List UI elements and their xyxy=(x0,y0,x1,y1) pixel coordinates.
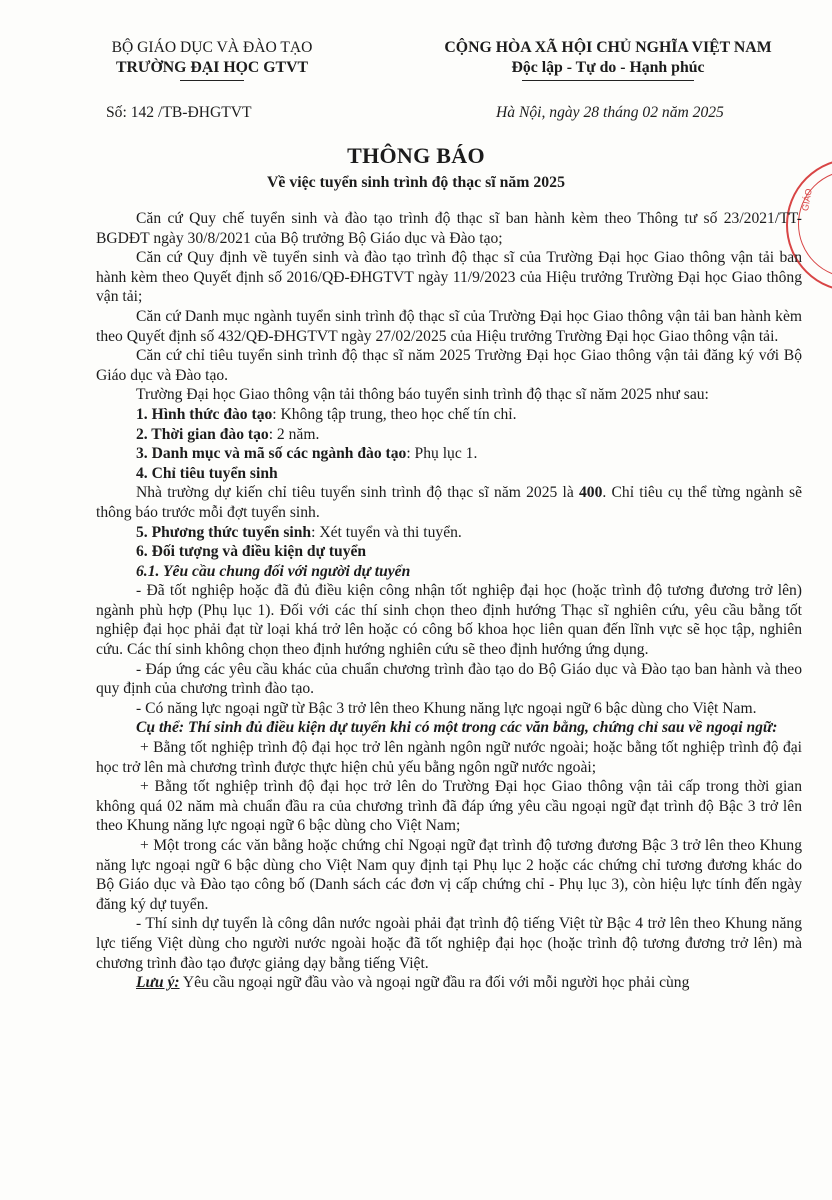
text-part: Nhà trường dự kiến chỉ tiêu tuyển sinh trình độ thạc sĩ năm 2025 là xyxy=(136,484,579,502)
certificate-item: + Một trong các văn bằng hoặc chứng chỉ Ngoại ngữ đạt trình độ tương đương Bậc 3 trở lên theo Khung năng lực ngoại ngữ 6 bậc dùng cho Việt Nam quy định tại Phụ lục 2 hoặc các chứng chỉ tương đương khác do Bộ Giáo dục và Đào tạo công bố (Danh sách các đơn vị cấp chứng chỉ - Phụ lục 3), còn hiệu lực tính đến ngày đăng ký dự tuyển. xyxy=(96,837,802,913)
section-label: 3. Danh mục và mã số các ngành đào tạo xyxy=(136,445,407,463)
document-body xyxy=(96,209,802,993)
university-name: TRƯỜNG ĐẠI HỌC GTVT xyxy=(115,59,309,76)
section-text: : 2 năm. xyxy=(268,425,320,443)
note-paragraph xyxy=(96,973,802,993)
paragraph: Căn cứ chỉ tiêu tuyển sinh trình độ thạc sĩ năm 2025 Trường Đại học Giao thông vận tải đăng ký với Bộ Giáo dục và Đào tạo. xyxy=(96,347,802,384)
certificate-item: + Bằng tốt nghiệp trình độ đại học trở lên do Trường Đại học Giao thông vận tải cấp trong thời gian không quá 02 năm mà chuẩn đầu ra của chương trình đã đáp ứng yêu cầu ngoại ngữ đạt trình độ Bậc 3 trở lên theo Khung năng lực ngoại ngữ 6 bậc dùng cho Việt Nam; xyxy=(96,778,802,835)
ministry-name: BỘ GIÁO DỤC VÀ ĐÀO TẠO xyxy=(111,39,313,56)
paragraph: Căn cứ Danh mục ngành tuyển sinh trình độ thạc sĩ của Trường Đại học Giao thông vận tải ban hành kèm theo Quyết định số 432/QĐ-ĐHGTVT ngày 27/02/2025 của Hiệu trưởng Trường Đại học Giao thông vận tải. xyxy=(96,307,802,345)
document-date: Hà Nội, ngày 28 tháng 02 năm 2025 xyxy=(496,104,724,121)
paragraph: Căn cứ Quy chế tuyển sinh và đào tạo trình độ thạc sĩ ban hành kèm theo Thông tư số 23/2021/TT-BGDĐT ngày 30/8/2021 của Bộ trưởng Bộ Giáo dục và Đào tạo; xyxy=(96,210,802,247)
section-6-heading: 6. Đối tượng và điều kiện dự tuyển xyxy=(136,543,367,561)
nation-name: CỘNG HÒA XÃ HỘI CHỦ NGHĨA VIỆT NAM xyxy=(444,39,772,56)
section-label: 5. Phương thức tuyển sinh xyxy=(136,523,312,541)
section-text: : Xét tuyển và thi tuyển. xyxy=(311,523,462,541)
section-3 xyxy=(96,444,802,464)
requirement-item: - Thí sinh dự tuyển là công dân nước ngoài phải đạt trình độ tiếng Việt từ Bậc 4 trở lên theo Khung năng lực tiếng Việt dùng cho người nước ngoài hoặc đã tốt nghiệp đại học (hoặc trình độ tương đương trở lên) mà chương trình đào tạo được giảng dạy bằng tiếng Việt. xyxy=(96,915,802,972)
section-1 xyxy=(96,405,802,425)
section-5 xyxy=(96,523,802,543)
section-4-text xyxy=(96,483,802,522)
section-text: : Không tập trung, theo học chế tín chỉ. xyxy=(272,405,517,423)
section-6-1-heading: 6.1. Yêu cầu chung đối với người dự tuyển xyxy=(136,562,411,580)
header-right xyxy=(408,38,808,81)
document-subtitle: Về việc tuyển sinh trình độ thạc sĩ năm 2025 xyxy=(267,174,565,191)
section-label: 2. Thời gian đào tạo xyxy=(136,425,269,443)
header-left-underline xyxy=(180,80,244,81)
requirement-item: - Đã tốt nghiệp hoặc đã đủ điều kiện công nhận tốt nghiệp đại học (hoặc trình độ tương đương trở lên) ngành phù hợp (Phụ lục 1). Đối với các thí sinh chọn theo định hướng Thạc sĩ nghiên cứu, yêu cầu bằng tốt nghiệp đại học phải đạt từ loại khá trở lên hoặc có công bố khoa học liên quan đến lĩnh vực sẽ học tập, nghiên cứu. Các thí sinh không chọn theo định hướng nghiên cứu sẽ theo định hướng ứng dụng. xyxy=(96,582,802,659)
paragraph: Trường Đại học Giao thông vận tải thông báo tuyển sinh trình độ thạc sĩ năm 2025 như sau: xyxy=(136,386,709,404)
section-label: 1. Hình thức đào tạo xyxy=(136,405,273,423)
section-text: : Phụ lục 1. xyxy=(406,445,478,463)
note-label: Lưu ý: xyxy=(136,974,180,992)
specific-heading: Cụ thể: Thí sinh đủ điều kiện dự tuyển khi có một trong các văn bằng, chứng chỉ sau về ngoại ngữ: xyxy=(136,719,778,737)
section-2 xyxy=(96,425,802,445)
stamp-text: GIÁO xyxy=(800,187,814,212)
section-4-heading: 4. Chỉ tiêu tuyển sinh xyxy=(136,464,278,482)
motto: Độc lập - Tự do - Hạnh phúc xyxy=(511,59,705,76)
text-part: . Chỉ tiêu cụ thể từng ngành sẽ thông báo trước mỗi đợt tuyển sinh. xyxy=(96,484,802,521)
paragraph: Căn cứ Quy định về tuyển sinh và đào tạo trình độ thạc sĩ của Trường Đại học Giao thông vận tải ban hành kèm theo Quyết định số 2016/QĐ-ĐHGTVT ngày 11/9/2023 của Hiệu trưởng Trường Đại học Giao thông vận tải; xyxy=(96,249,802,306)
requirement-item: - Đáp ứng các yêu cầu khác của chuẩn chương trình đào tạo do Bộ Giáo dục và Đào tạo ban hành và theo quy định của chương trình đào tạo. xyxy=(96,660,802,698)
document-title: THÔNG BÁO xyxy=(347,143,485,168)
document-number: Số: 142 /TB-ĐHGTVT xyxy=(106,104,252,121)
requirement-item: - Có năng lực ngoại ngữ từ Bậc 3 trở lên theo Khung năng lực ngoại ngữ 6 bậc dùng cho Việt Nam. xyxy=(136,699,757,717)
quota-number: 400 xyxy=(579,484,603,502)
header-left xyxy=(88,38,336,81)
note-text: Yêu cầu ngoại ngữ đầu vào và ngoại ngữ đầu ra đối với mỗi người học phải cùng xyxy=(179,974,690,992)
certificate-item: + Bằng tốt nghiệp trình độ đại học trở lên ngành ngôn ngữ nước ngoài; hoặc bằng tốt nghiệp trình độ đại học trở lên mà chương trình được thực hiện chủ yếu bằng ngôn ngữ nước ngoài; xyxy=(96,739,802,776)
header-right-underline xyxy=(522,80,694,81)
